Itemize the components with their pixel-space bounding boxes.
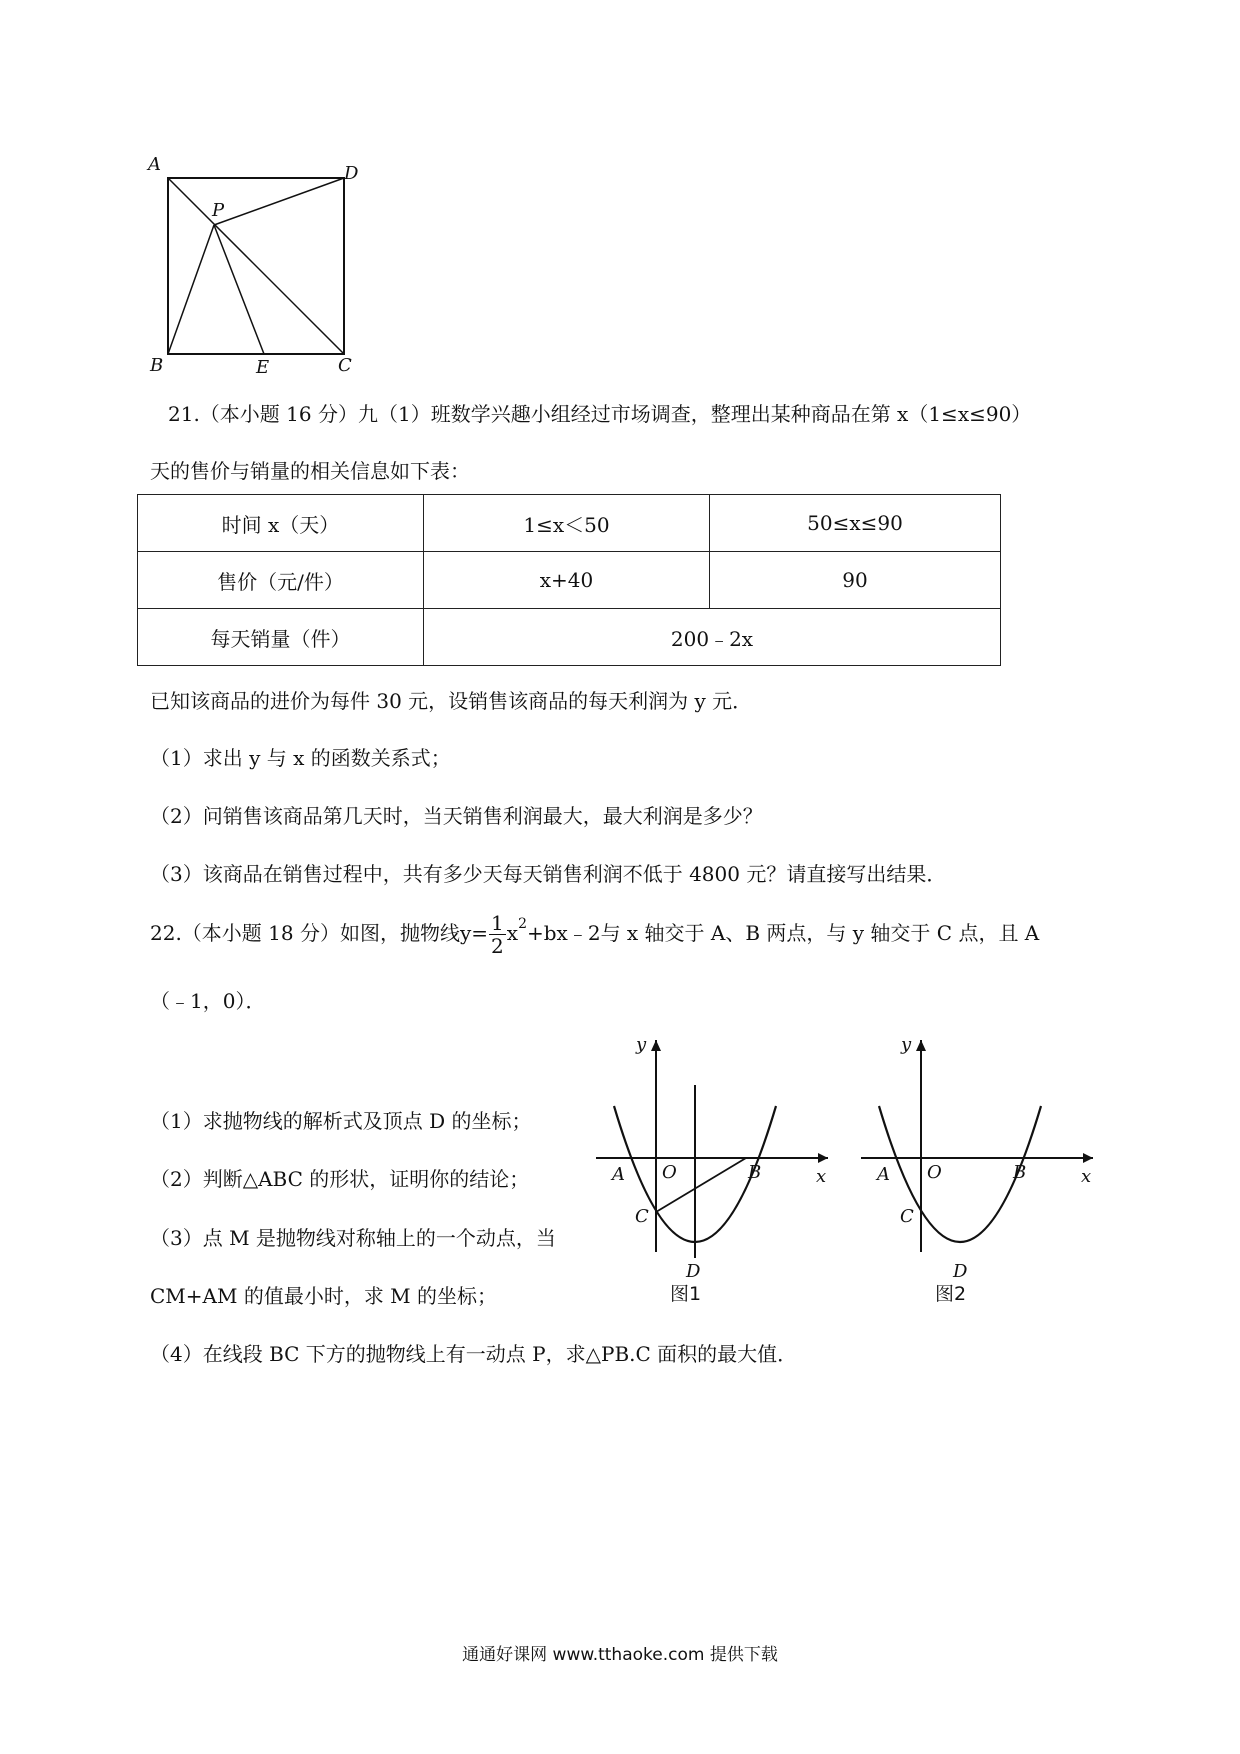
table-cell: 200﹣2x	[424, 609, 1001, 666]
q21-intro-cont: 天的售价与销量的相关信息如下表：	[150, 459, 470, 483]
q22-prefix: 22.（本小题 18 分）如图，抛物线	[150, 921, 460, 945]
q21-part3: （3）该商品在销售过程中，共有多少天每天销售利润不低于 4800 元？请直接写出结果．	[150, 862, 947, 886]
fig1-label-O: O	[662, 1162, 677, 1183]
fig1-label-C: C	[635, 1206, 649, 1227]
eq-rest: +bx﹣2	[526, 921, 601, 945]
equation	[459, 911, 601, 958]
fig1-label-x: x	[816, 1166, 827, 1187]
fraction-numerator: 1	[491, 911, 504, 935]
table-cell: x+40	[424, 552, 710, 609]
q22-intro	[150, 913, 1039, 956]
q21-given: 已知该商品的进价为每件 30 元，设销售该商品的每天利润为 y 元．	[150, 689, 753, 713]
fig1-label-B: B	[748, 1162, 762, 1183]
fraction-denominator: 2	[491, 934, 504, 958]
fig1-label-A: A	[612, 1164, 625, 1185]
q22-part1: （1）求抛物线的解析式及顶点 D 的坐标；	[150, 1109, 532, 1133]
figure2-parabola	[855, 1030, 1105, 1310]
q22-point-A: （﹣1，0）．	[150, 989, 266, 1013]
fig2-label-B: B	[1013, 1162, 1027, 1183]
q22-part3: （3）点 M 是抛物线对称轴上的一个动点，当	[150, 1226, 556, 1250]
q22-part3-cont: CM+AM 的值最小时，求 M 的坐标；	[150, 1284, 498, 1308]
label-P: P	[212, 200, 225, 221]
fig1-caption: 图1	[670, 1283, 702, 1305]
table-cell: 时间 x（天）	[138, 495, 424, 552]
fig2-label-O: O	[927, 1162, 942, 1183]
fig1-label-D: D	[686, 1261, 701, 1282]
label-E: E	[256, 357, 270, 375]
q21-part1: （1）求出 y 与 x 的函数关系式；	[150, 746, 451, 770]
table-cell: 售价（元/件）	[138, 552, 424, 609]
eq-y: y=	[459, 921, 489, 945]
fig2-label-y: y	[901, 1034, 912, 1055]
square-figure	[140, 150, 380, 375]
figure1-parabola	[590, 1030, 840, 1310]
q22-part2: （2）判断△ABC 的形状，证明你的结论；	[150, 1167, 530, 1191]
label-D: D	[344, 163, 359, 184]
q21-part2: （2）问销售该商品第几天时，当天销售利润最大，最大利润是多少？	[150, 804, 763, 828]
fig2-label-A: A	[877, 1164, 890, 1185]
table-cell: 50≤x≤90	[710, 495, 1001, 552]
eq-x: x	[506, 921, 519, 945]
fig1-label-y: y	[636, 1034, 647, 1055]
fig2-label-D: D	[953, 1261, 968, 1282]
table-row	[138, 609, 1001, 666]
fig2-caption: 图2	[935, 1283, 967, 1305]
fraction	[489, 913, 506, 956]
table-cell: 90	[710, 552, 1001, 609]
fig2-label-C: C	[900, 1206, 914, 1227]
label-A: A	[148, 154, 161, 175]
q21-intro: 21.（本小题 16 分）九（1）班数学兴趣小组经过市场调查，整理出某种商品在第 x（1≤x≤90）	[168, 402, 1032, 426]
page-footer: 通通好课网 www.tthaoke.com 提供下载	[462, 1645, 778, 1665]
table-cell: 每天销量（件）	[138, 609, 424, 666]
eq-exponent: 2	[518, 916, 527, 932]
table-row	[138, 552, 1001, 609]
label-B: B	[150, 355, 164, 375]
label-C: C	[338, 355, 352, 375]
price-sales-table	[137, 494, 1001, 666]
q22-suffix: 与 x 轴交于 A、B 两点，与 y 轴交于 C 点，且 A	[600, 921, 1040, 945]
table-row	[138, 495, 1001, 552]
q22-part4: （4）在线段 BC 下方的抛物线上有一动点 P，求△PB.C 面积的最大值．	[150, 1342, 798, 1366]
table-cell: 1≤x＜50	[424, 495, 710, 552]
fig2-label-x: x	[1081, 1166, 1092, 1187]
